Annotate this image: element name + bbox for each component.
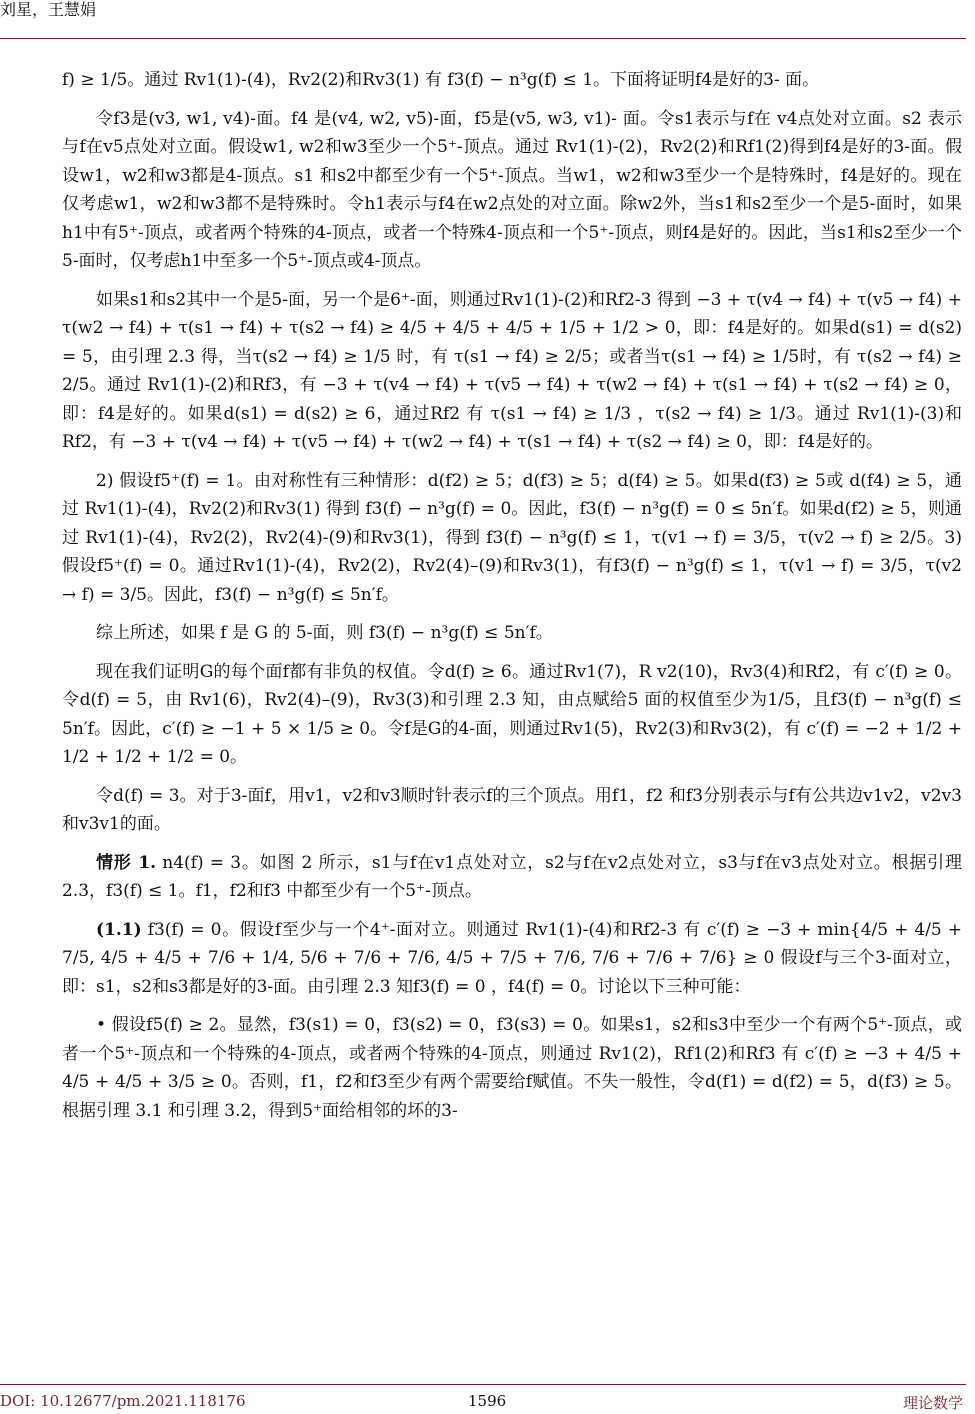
paragraph-2: 令f3是(v3, w1, v4)-面。f4 是(v4, w2, v5)-面，f5是(v5, w3, v1)- 面。令s1表示与f在 v4点处对立面。s2 表示与f在v5点处对立面。假设w1, w2和w3至少一个5⁺-顶点。通过 Rv1(1)-(2)，Rv2(2)和Rf1(2)得到f4是好的3-面。假设w1，w2和w3都是4-顶点。s1 和s2中都至少有一个5⁺-顶点。当w1，w2和w3至少一个是特殊时，f4是好的。现在仅考虑w1，w2和w3都不是特殊时。令h1表示与f4在w2点处的对立面。除w2外，当s1和s2至少一个是5-面时，如果h1中有5⁺-顶点，或者两个特殊的4-顶点，或者一个特殊4-顶点和一个5⁺-顶点，则f4是好的。因此，当s1和s2至少一个5-面时，仅考虑h1中至多一个5⁺-顶点或4-顶点。 — [62, 108, 962, 271]
bullet-paragraph: • 假设f5(f) ≥ 2。显然，f3(s1) = 0，f3(s2) = 0，f3(s3) = 0。如果s1，s2和s3中至少一个有两个5⁺-顶点，或者一个5⁺-顶点和一个特殊的4-顶点，或者两个特殊的4-顶点，则通过 Rv1(2)，Rf1(2)和Rf3 有 c′(f) ≥ −3 + 4/5 + 4/5 + 4/5 + 3/5 ≥ 0。否则，f1，f2和f3至少有两个需要给f赋值。不失一般性，令d(f1) = d(f2) = 5，d(f3) ≥ 5。根据引理 3.1 和引理 3.2，得到5⁺面给相邻的坏的3- — [62, 1015, 962, 1121]
page-footer — [0, 1386, 975, 1414]
case-1-1-lead: (1.1) — [96, 919, 142, 940]
paragraph-7: 令d(f) = 3。对于3-面f，用v1，v2和v3顺时针表示f的三个顶点。用f1，f2 和f3分别表示与f有公共边v1v2，v2v3和v3v1的面。 — [62, 785, 962, 834]
doi-link[interactable]: DOI: 10.12677/pm.2021.118176 — [0, 1392, 246, 1410]
page-header — [0, 0, 975, 40]
footer-rule — [0, 1384, 966, 1385]
case-1-1-text: f3(f) = 0。假设f至少与一个4⁺-面对立。则通过 Rv1(1)-(4)和Rf2-3 有 c′(f) ≥ −3 + min{4/5 + 4/5 + 7/5, 4/5 + 4/5 + 7/6 + 1/4, 5/6 + 7/6 + 7/6, 4/5 + 7/5 + 7/6, 7/6 + 7/6 + 7/6} ≥ 0 假设f与三个3-面对立，即：s1，s2和s3都是好的3-面。由引理 2.3 知f3(f) = 0 ，f4(f) = 0。讨论以下三种可能： — [62, 919, 962, 997]
paragraph-1: f) ≥ 1/5。通过 Rv1(1)-(4)，Rv2(2)和Rv3(1) 有 f3(f) − n³g(f) ≤ 1。下面将证明f4是好的3- 面。 — [62, 70, 820, 90]
running-head-authors: 刘星，王慧娟 — [0, 0, 97, 19]
case-1-paragraph — [62, 849, 962, 906]
paragraph-4: 2) 假设f5⁺(f) = 1。由对称性有三种情形：d(f2) ≥ 5；d(f3) ≥ 5；d(f4) ≥ 5。如果d(f3) ≥ 5或 d(f4) ≥ 5，通过 Rv1(1)-(4)，Rv2(2)和Rv3(1) 得到 f3(f) − n³g(f) = 0。因此，f3(f) − n³g(f) = 0 ≤ 5n′f。如果d(f2) ≥ 5，则通过 Rv1(1)-(4)，Rv2(2)，Rv2(4)-(9)和Rv3(1)，得到 f3(f) − n³g(f) ≤ 1，τ(v1 → f) = 3/5，τ(v2 → f) ≥ 2/5。3) 假设f5⁺(f) = 0。通过Rv1(1)-(4)，Rv2(2)，Rv2(4)–(9)和Rv3(1)，有f3(f) − n³g(f) ≤ 1，τ(v1 → f) = 3/5，τ(v2 → f) = 3/5。因此，f3(f) − n³g(f) ≤ 5n′f。 — [62, 470, 962, 605]
case-1-text: n4(f) = 3。如图 2 所示，s1与f在v1点处对立，s2与f在v2点处对立，s3与f在v3点处对立。根据引理 2.3，f3(f) ≤ 1。f1，f2和f3 中都至少有一个5⁺-顶点。 — [62, 852, 962, 901]
page-number: 1596 — [468, 1392, 507, 1410]
case-1-1-paragraph — [62, 916, 962, 1002]
paragraph-5: 综上所述，如果 f 是 G 的 5-面，则 f3(f) − n³g(f) ≤ 5n′f。 — [96, 623, 553, 643]
paragraph-3: 如果s1和s2其中一个是5-面，另一个是6⁺-面，则通过Rv1(1)-(2)和Rf2-3 得到 −3 + τ(v4 → f4) + τ(v5 → f4) + τ(w2 → f4) + τ(s1 → f4) + τ(s2 → f4) ≥ 4/5 + 4/5 + 4/5 + 1/5 + 1/2 > 0，即：f4是好的。如果d(s1) = d(s2) = 5，由引理 2.3 得，当τ(s2 → f4) ≥ 1/5 时，有 τ(s1 → f4) ≥ 2/5；或者当τ(s1 → f4) ≥ 1/5时，有 τ(s2 → f4) ≥ 2/5。通过 Rv1(1)-(2)和Rf3，有 −3 + τ(v4 → f4) + τ(v5 → f4) + τ(w2 → f4) + τ(s1 → f4) + τ(s2 → f4) ≥ 0，即：f4是好的。如果d(s1) = d(s2) ≥ 6，通过Rf2 有 τ(s1 → f4) ≥ 1/3 ，τ(s2 → f4) ≥ 1/3。通过 Rv1(1)-(3)和Rf2，有 −3 + τ(v4 → f4) + τ(v5 → f4) + τ(w2 → f4) + τ(s1 → f4) + τ(s2 → f4) ≥ 0，即：f4是好的。 — [62, 289, 962, 452]
header-rule — [0, 38, 966, 39]
case-1-lead: 情形 1. — [96, 852, 157, 873]
journal-name: 理论数学 — [902, 1394, 963, 1412]
paper-body — [62, 66, 962, 1135]
paragraph-6: 现在我们证明G的每个面f都有非负的权值。令d(f) ≥ 6。通过Rv1(7)，R v2(10)，Rv3(4)和Rf2，有 c′(f) ≥ 0。令d(f) = 5，由 Rv1(6)，Rv2(4)–(9)，Rv3(3)和引理 2.3 知，由点赋给5 面的权值至少为1/5，且f3(f) − n³g(f) ≤ 5n′f。因此，c′(f) ≥ −1 + 5 × 1/5 ≥ 0。令f是G的4-面，则通过Rv1(5)，Rv2(3)和Rv3(2)，有 c′(f) = −2 + 1/2 + 1/2 + 1/2 + 1/2 = 0。 — [62, 661, 962, 767]
